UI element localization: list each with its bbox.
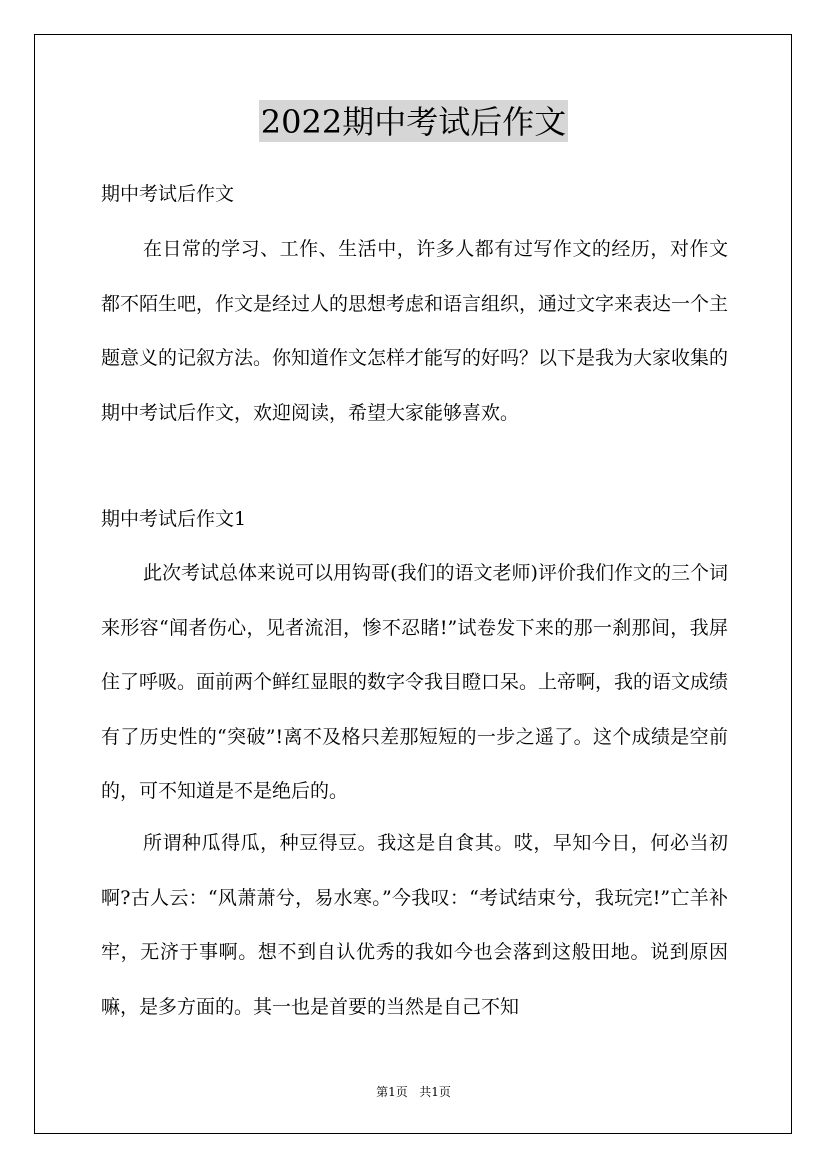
section-paragraph-1: 此次考试总体来说可以用钩哥(我们的语文老师)评价我们作文的三个词来形容“闻者伤心，见者流泪，惨不忍睹!”试卷发下来的那一刹那间，我屏住了呼吸。面前两个鲜红显眼的数字令我目瞪口呆。上帝啊，我的语文成绩有了历史性的“突破”!离不及格只差那短短的一步之遥了。这个成绩是空前的，可不知道是不是绝后的。 bbox=[101, 562, 729, 803]
page-number: 第1页 bbox=[376, 1085, 408, 1099]
subtitle: 期中考试后作文 bbox=[101, 183, 235, 205]
section-paragraph-2: 所谓种瓜得瓜，种豆得豆。我这是自食其。哎，早知今日，何必当初啊?古人云：“风萧萧兮，易水寒。”今我叹：“考试结束兮，我玩完!”亡羊补牢，无济于事啊。想不到自认优秀的我如今也会落到这般田地。说到原因嘛，是多方面的。其一也是首要的当然是自己不知 bbox=[101, 832, 728, 1018]
document-title: 2022期中考试后作文 bbox=[259, 100, 568, 142]
page-total: 共1页 bbox=[419, 1085, 451, 1099]
page-footer bbox=[0, 1083, 827, 1100]
section-heading: 期中考试后作文1 bbox=[101, 508, 247, 530]
title-container bbox=[0, 100, 827, 142]
intro-paragraph: 在日常的学习、工作、生活中，许多人都有过写作文的经历，对作文都不陌生吧，作文是经过人的思想考虑和语言组织，通过文字来表达一个主题意义的记叙方法。你知道作文怎样才能写的好吗？以下是我为大家收集的期中考试后作文，欢迎阅读，希望大家能够喜欢。 bbox=[101, 238, 729, 424]
